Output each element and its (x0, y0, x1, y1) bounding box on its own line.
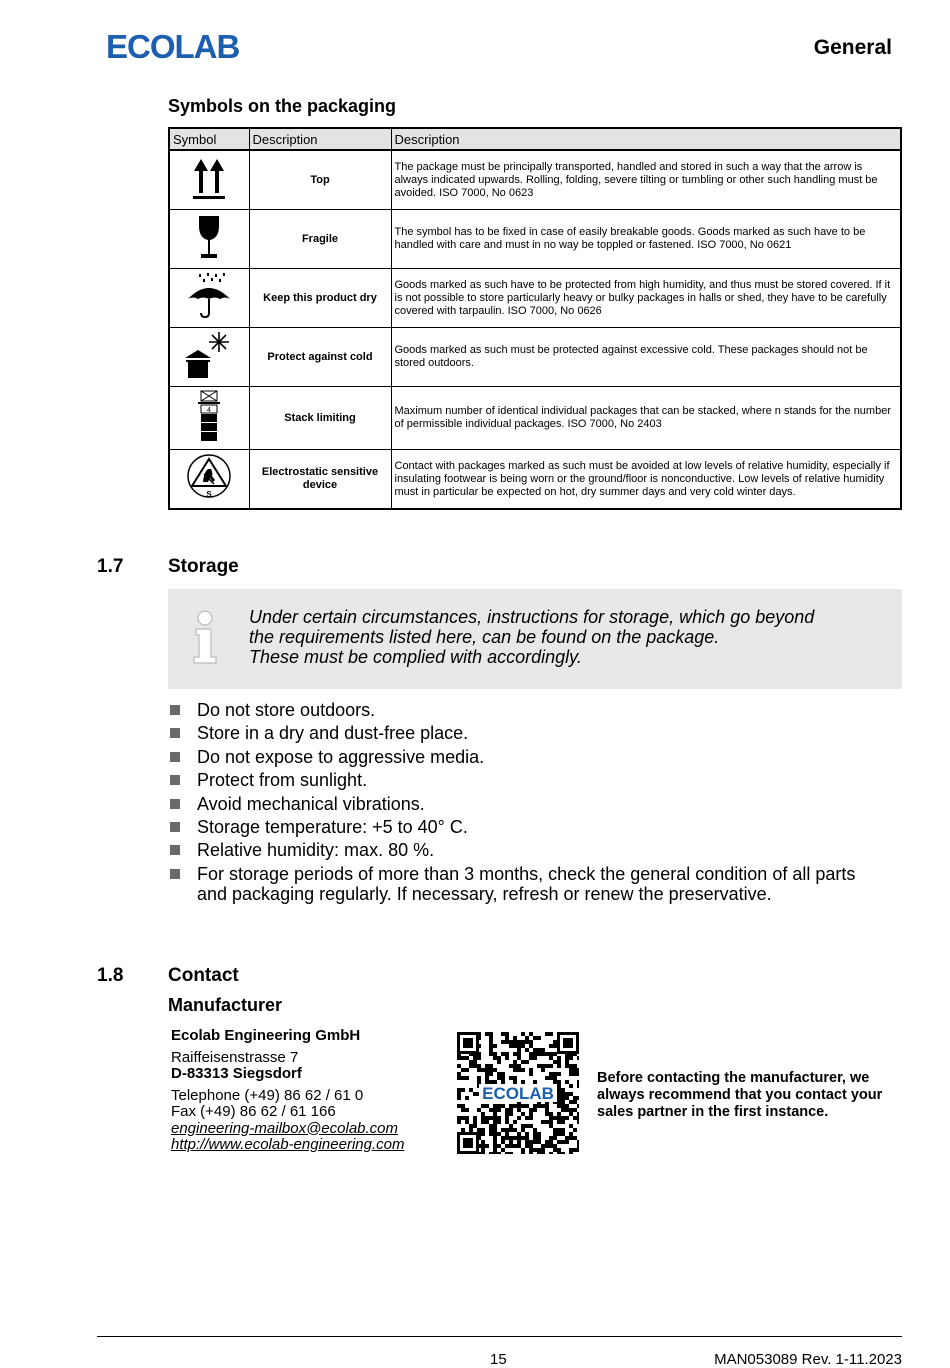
symbol-cell (169, 150, 249, 210)
symbol-label: Stack limiting (249, 387, 391, 450)
column-header: Description (249, 128, 391, 150)
svg-text:4: 4 (207, 407, 212, 414)
company-name: Ecolab Engineering GmbH (171, 1027, 361, 1044)
column-header: Symbol (169, 128, 249, 150)
list-item (168, 747, 888, 767)
fragile-glass-icon (194, 212, 224, 262)
square-bullet-icon (170, 728, 180, 738)
svg-text:S: S (206, 490, 212, 499)
square-bullet-icon (170, 705, 180, 715)
esd-warning-icon (184, 452, 234, 502)
symbol-label: Fragile (249, 210, 391, 269)
square-bullet-icon (170, 799, 180, 809)
list-item-text: Protect from sunlight. (197, 770, 368, 791)
table-row (169, 150, 901, 210)
symbol-cell (169, 269, 249, 328)
list-item (168, 864, 888, 904)
list-item-text: For storage periods of more than 3 months, check the general condition of all parts and packaging regularly. If necessary, refresh or renew the preservative. (197, 863, 856, 904)
email-link[interactable]: engineering-mailbox@ecolab.com (171, 1119, 399, 1137)
list-item (168, 840, 888, 860)
info-line: These must be complied with accordingly. (249, 647, 582, 667)
storage-section-number: 1.7 (97, 556, 124, 577)
list-item-text: Relative humidity: max. 80 %. (197, 840, 435, 861)
list-item (168, 700, 888, 720)
logo-text: ECOLAB (106, 30, 240, 62)
info-text (249, 607, 814, 667)
street: Raiffeisenstrasse 7 (171, 1048, 299, 1066)
symbol-cell (169, 328, 249, 387)
table-row (169, 210, 901, 269)
contact-address (171, 1028, 404, 1154)
symbol-description: Goods marked as such have to be protected from high humidity, and thus must be stored covered. If it is not possible to store particularly heavy or bulky packages in halls or shed, they have to be carefully covered with tarpaulin. ISO 7000, No 0626 (391, 269, 901, 328)
square-bullet-icon (170, 845, 180, 855)
storage-list (168, 700, 888, 907)
list-item (168, 794, 888, 814)
info-line: the requirements listed here, can be found on the package. (249, 627, 720, 647)
ecolab-logo (106, 30, 256, 62)
stack-limit-icon (194, 389, 224, 443)
symbol-description: Goods marked as such must be protected against excessive cold. These packages should not be stored outdoors. (391, 328, 901, 387)
list-item-text: Store in a dry and dust-free place. (197, 723, 469, 744)
symbol-cell (169, 210, 249, 269)
umbrella-rain-icon (185, 271, 233, 321)
symbol-cell (169, 387, 249, 450)
symbol-description: The symbol has to be fixed in case of easily breakable goods. Goods marked as such have to be handled with care and must in no way be toppled or fastened. ISO 7000, No 0621 (391, 210, 901, 269)
list-item (168, 817, 888, 837)
manufacturer-heading: Manufacturer (168, 995, 283, 1015)
table-row (169, 450, 901, 510)
phone: Telephone (+49) 86 62 / 61 0 (171, 1086, 364, 1104)
table-header-row (169, 128, 901, 150)
list-item-text: Avoid mechanical vibrations. (197, 793, 425, 814)
list-item-text: Do not store outdoors. (197, 700, 376, 720)
list-item (168, 770, 888, 790)
list-item (168, 723, 888, 743)
section-title: General (813, 36, 892, 59)
symbol-cell (169, 450, 249, 510)
list-item-text: Do not expose to aggressive media. (197, 746, 485, 767)
square-bullet-icon (170, 822, 180, 832)
snowflake-shelter-icon (183, 330, 235, 380)
ecolab-logo-icon (106, 30, 256, 62)
table-row (169, 269, 901, 328)
symbols-table (168, 127, 902, 510)
table-row (169, 387, 901, 450)
qr-code-icon (457, 1032, 579, 1154)
qr-code (457, 1032, 579, 1154)
square-bullet-icon (170, 869, 180, 879)
info-line: Under certain circumstances, instructions for storage, which go beyond (249, 607, 815, 627)
footer-divider (97, 1336, 902, 1337)
document-revision: MAN053089 Rev. 1-11.2023 (714, 1351, 902, 1368)
info-icon (190, 609, 220, 665)
page-number: 15 (490, 1351, 507, 1368)
city: D-83313 Siegsdorf (171, 1065, 302, 1082)
website-link[interactable]: http://www.ecolab-engineering.com (171, 1136, 405, 1153)
symbols-title: Symbols on the packaging (168, 96, 397, 116)
info-box (168, 589, 902, 689)
column-header: Description (391, 128, 901, 150)
storage-section-title: Storage (168, 556, 239, 577)
contact-note: Before contacting the manufacturer, we always recommend that you contact your sales partner in the first instance. (597, 1070, 883, 1120)
table-row (169, 328, 901, 387)
contact-section-title: Contact (168, 965, 239, 986)
symbol-description: Maximum number of identical individual packages that can be stacked, where n stands for the number of permissible individual packages. ISO 7000, No 2403 (391, 387, 901, 450)
square-bullet-icon (170, 775, 180, 785)
symbol-label: Keep this product dry (249, 269, 391, 328)
symbol-description: Contact with packages marked as such must be avoided at low levels of relative humidity, especially if insulating footwear is being worn or the ground/floor is nonconductive. Low levels of relative humidity must in particular be expected on hot, dry summer days and very cold winter days. (391, 450, 901, 510)
contact-section-number: 1.8 (97, 965, 124, 986)
fax: Fax (+49) 86 62 / 61 166 (171, 1103, 336, 1120)
square-bullet-icon (170, 752, 180, 762)
symbol-description: The package must be principally transported, handled and stored in such a way that the arrow is always indicated upwards. Rolling, folding, severe tilting or tumbling or other such handling must be avoided. ISO 7000, No 0623 (391, 150, 901, 210)
qr-logo-text: ECOLAB (482, 1084, 554, 1103)
symbol-label: Electrostatic sensitive device (249, 450, 391, 510)
list-item-text: Storage temperature: +5 to 40° C. (197, 816, 468, 837)
arrows-up-icon (189, 153, 229, 203)
symbol-label: Top (249, 150, 391, 210)
symbol-label: Protect against cold (249, 328, 391, 387)
